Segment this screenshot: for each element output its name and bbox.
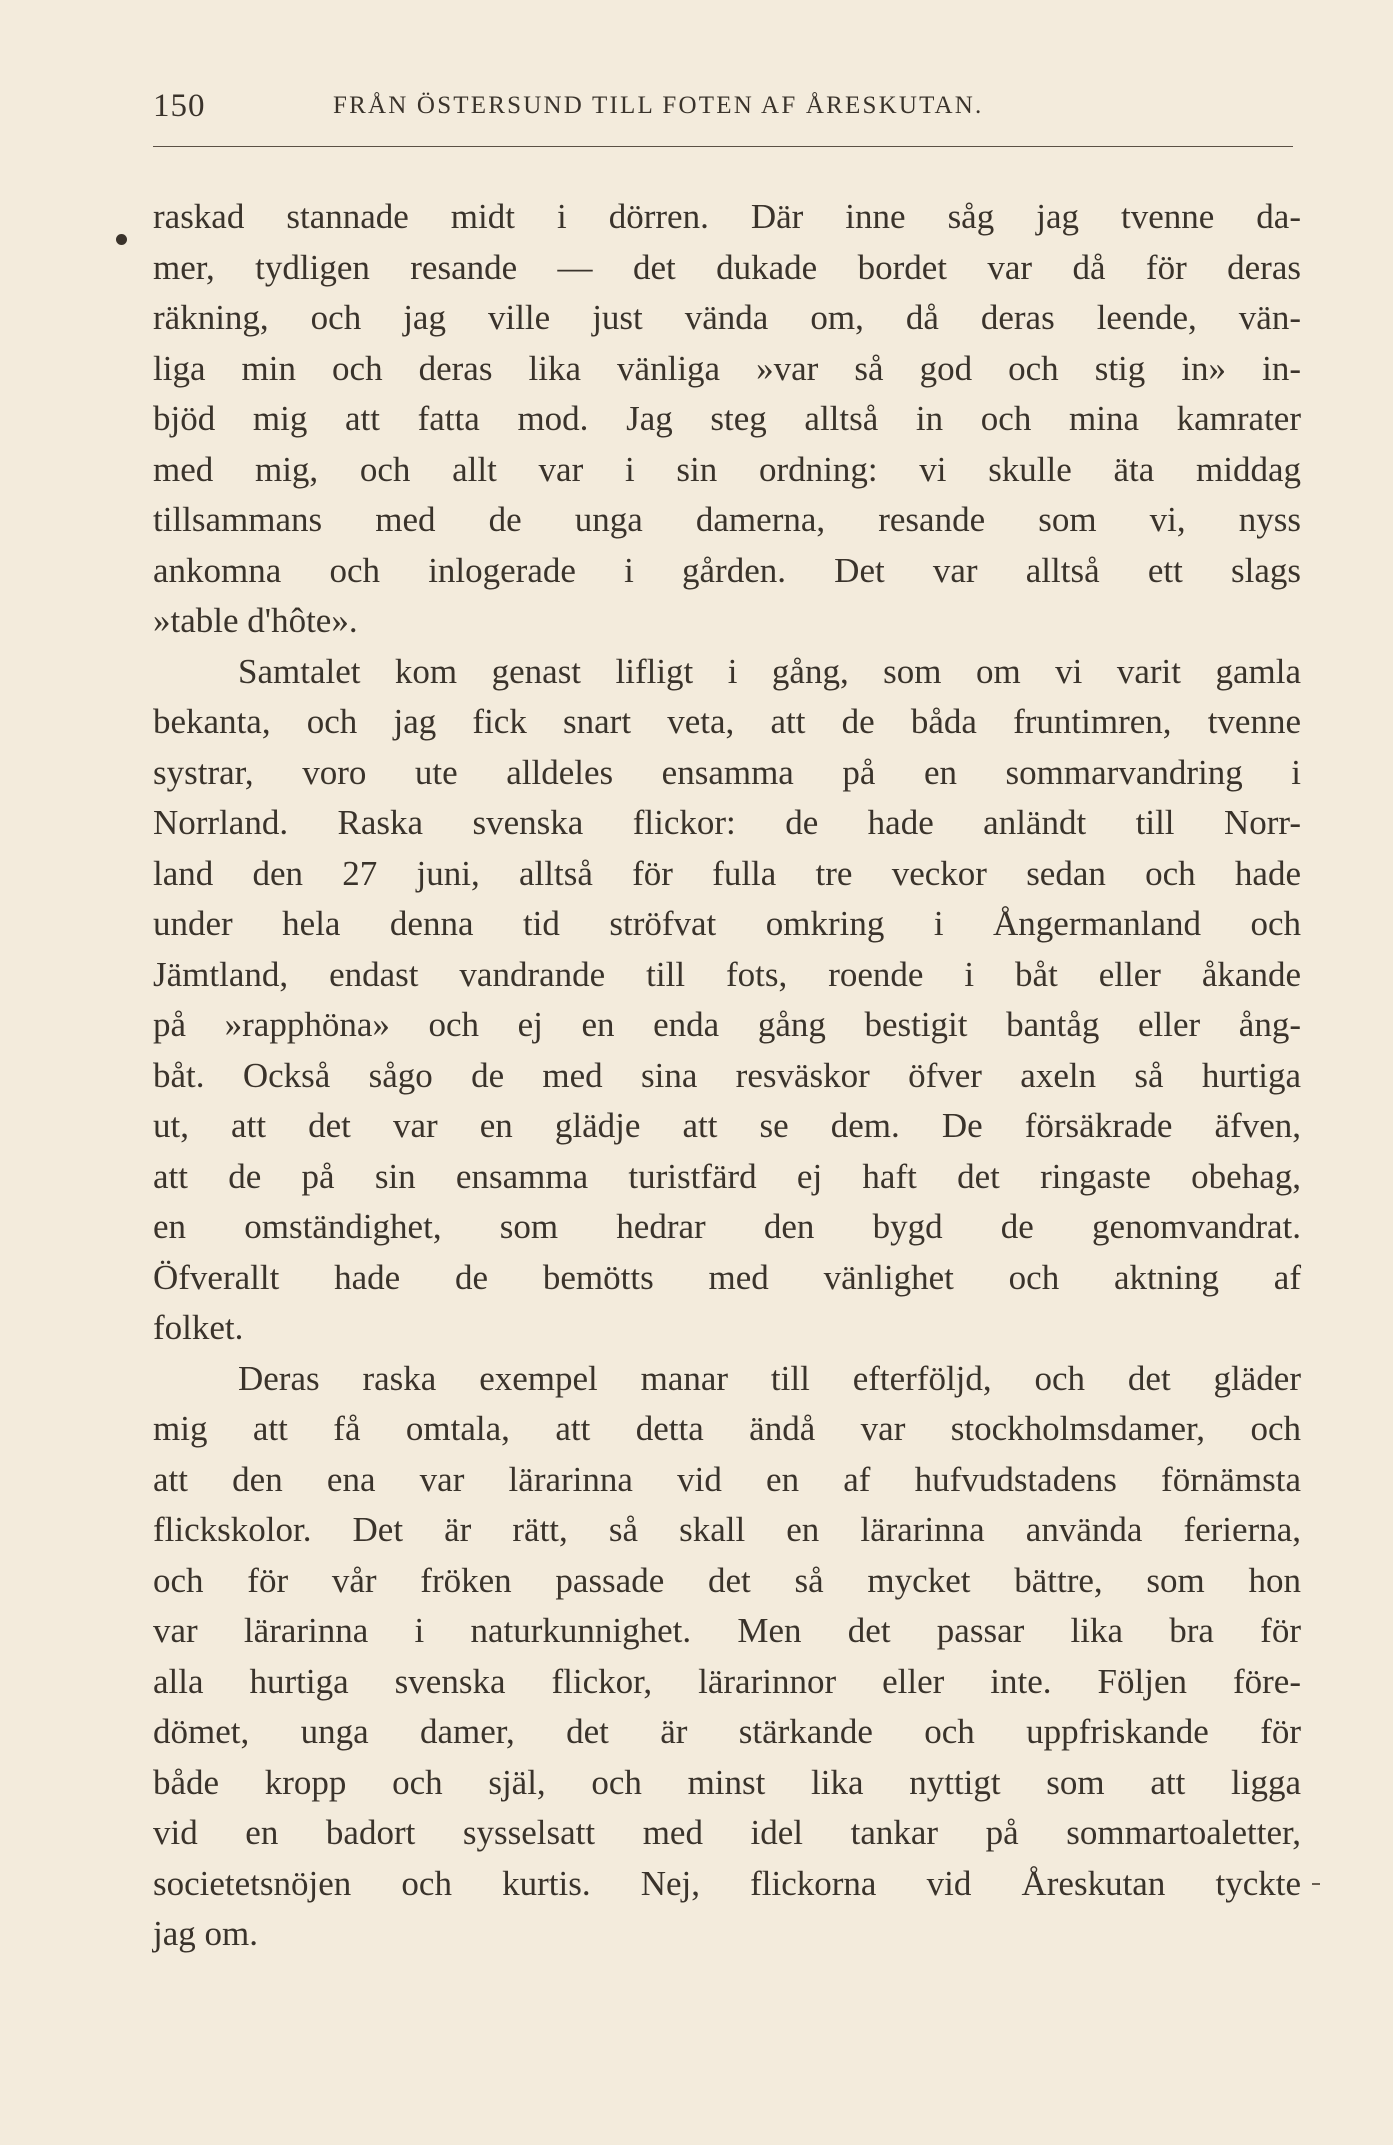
- text-line: ut, att det var en glädje att se dem. De försäkrade äfven,: [153, 1106, 1301, 1145]
- text-line: jag om.: [153, 1914, 258, 1953]
- body-text: [153, 192, 1301, 1960]
- text-line: räkning, och jag ville just vända om, då deras leende, vän-: [153, 298, 1301, 337]
- text-line: raskad stannade midt i dörren. Där inne såg jag tvenne da-: [153, 197, 1301, 236]
- margin-dot: [116, 234, 127, 245]
- text-line: tillsammans med de unga damerna, resande som vi, nyss: [153, 500, 1301, 539]
- running-head: FRÅN ÖSTERSUND TILL FOTEN AF ÅRESKUTAN.: [333, 92, 984, 119]
- text-line: bekanta, och jag fick snart veta, att de båda fruntimren, tvenne: [153, 702, 1301, 741]
- text-line: systrar, voro ute alldeles ensamma på en sommarvandring i: [153, 752, 1301, 792]
- paragraph: [153, 1354, 1301, 1960]
- text-line: vid en badort sysselsatt med idel tankar på sommartoaletter,: [153, 1813, 1301, 1852]
- text-line: och för vår fröken passade det så mycket bättre, som hon: [153, 1560, 1301, 1600]
- page-header: [153, 88, 1293, 132]
- text-line: folket.: [153, 1308, 244, 1347]
- text-line: under hela denna tid ströfvat omkring i Ångermanland och: [153, 904, 1301, 943]
- header-rule: [153, 146, 1293, 147]
- text-line: mer, tydligen resande — det dukade bordet var då för deras: [153, 247, 1301, 287]
- text-line: att de på sin ensamma turistfärd ej haft det ringaste obehag,: [153, 1156, 1301, 1196]
- text-line: liga min och deras lika vänliga »var så god och stig in» in-: [153, 348, 1301, 388]
- text-line: Öfverallt hade de bemötts med vänlighet och aktning af: [153, 1257, 1301, 1297]
- text-line: båt. Också sågo de med sina resväskor öfver axeln så hurtiga: [153, 1055, 1301, 1095]
- text-line: både kropp och själ, och minst lika nyttigt som att ligga: [153, 1762, 1301, 1802]
- paragraph: [153, 192, 1301, 647]
- text-line: Deras raska exempel manar till efterföljd, och det gläder: [238, 1358, 1301, 1398]
- page-number: 150: [153, 88, 206, 124]
- text-line: på »rapphöna» och ej en enda gång bestigit bantåg eller ång-: [153, 1005, 1301, 1044]
- text-line: Norrland. Raska svenska flickor: de hade anländt till Norr-: [153, 803, 1301, 842]
- text-line: mig att få omtala, att detta ändå var stockholmsdamer, och: [153, 1409, 1301, 1448]
- text-line: med mig, och allt var i sin ordning: vi skulle äta middag: [153, 449, 1301, 489]
- text-line: societetsnöjen och kurtis. Nej, flickorna vid Åreskutan tyckte: [153, 1863, 1301, 1903]
- text-line: att den ena var lärarinna vid en af hufvudstadens förnämsta: [153, 1459, 1301, 1499]
- text-line: dömet, unga damer, det är stärkande och uppfriskande för: [153, 1712, 1301, 1751]
- paragraph: [153, 647, 1301, 1354]
- text-line: ankomna och inlogerade i gården. Det var alltså ett slags: [153, 550, 1301, 590]
- text-line: bjöd mig att fatta mod. Jag steg alltså in och mina kamrater: [153, 399, 1301, 438]
- text-line: flickskolor. Det är rätt, så skall en lärarinna använda ferierna,: [153, 1510, 1301, 1549]
- text-line: land den 27 juni, alltså för fulla tre veckor sedan och hade: [153, 853, 1301, 893]
- text-line: Jämtland, endast vandrande till fots, roende i båt eller åkande: [153, 954, 1301, 994]
- text-line: en omständighet, som hedrar den bygd de genomvandrat.: [153, 1207, 1301, 1246]
- text-line: Samtalet kom genast lifligt i gång, som om vi varit gamla: [238, 651, 1301, 691]
- text-line: alla hurtiga svenska flickor, lärarinnor eller inte. Följen före-: [153, 1661, 1301, 1701]
- text-line: »table d'hôte».: [153, 601, 358, 640]
- margin-dash: [1312, 1883, 1320, 1885]
- text-line: var lärarinna i naturkunnighet. Men det passar lika bra för: [153, 1611, 1301, 1650]
